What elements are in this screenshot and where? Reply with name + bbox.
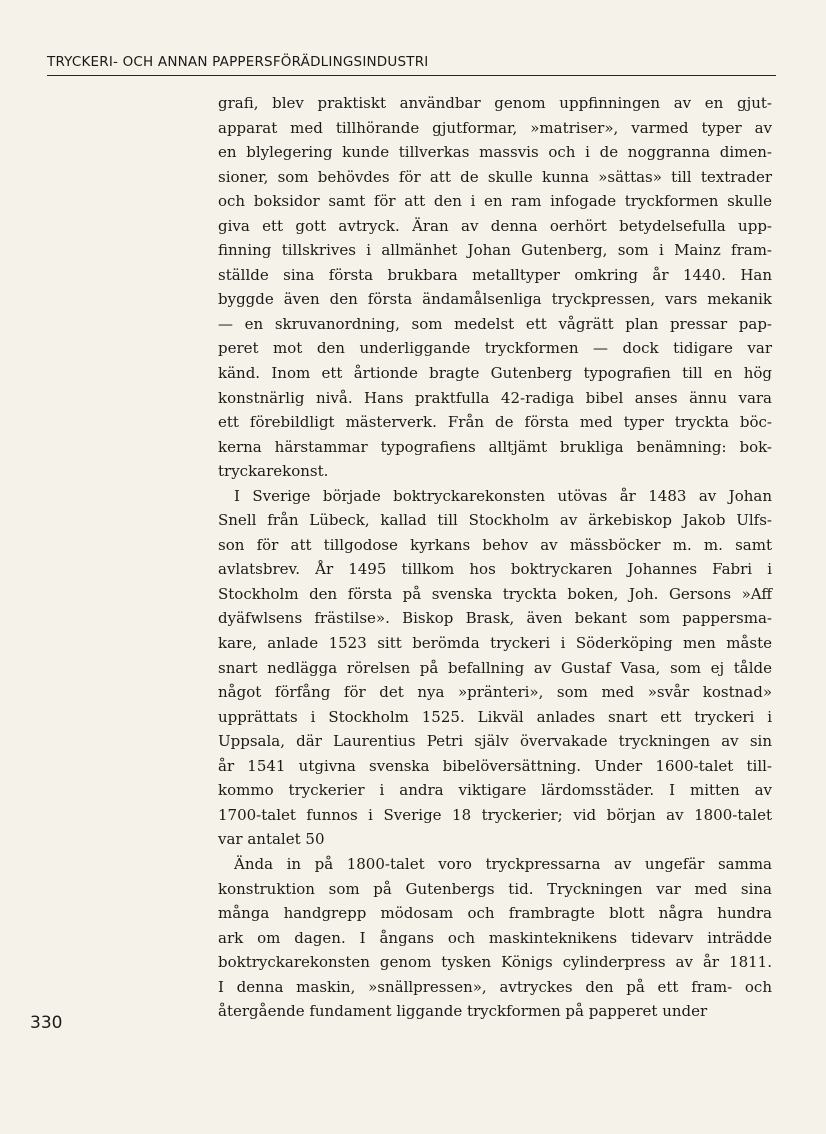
text-line: Snell från Lübeck, kallad till Stockholm av ärkebiskop Jakob Ulfs-: [218, 511, 772, 530]
text-line: kommo tryckerier i andra viktigare lärdomsstäder. I mitten av: [218, 781, 772, 800]
text-line: återgående fundament liggande tryckformen på papperet under: [218, 1002, 708, 1021]
text-line: 1700-talet funnos i Sverige 18 tryckerier; vid början av 1800-talet: [218, 805, 772, 824]
running-head: TRYCKERI- OCH ANNAN PAPPERSFÖRÄDLINGSINDUSTRI: [47, 54, 429, 70]
text-line: en blylegering kunde tillverkas massvis och i de noggranna dimen-: [218, 143, 772, 162]
text-line: ställde sina första brukbara metalltyper omkring år 1440. Han: [218, 265, 772, 284]
text-line: finning tillskrives i allmänhet Johan Gutenberg, som i Mainz fram-: [218, 241, 772, 260]
text-line: tryckarekonst.: [218, 462, 329, 481]
text-line: var antalet 50: [218, 830, 325, 849]
text-line: Ända in på 1800-talet voro tryckpressarna av ungefär samma: [234, 854, 772, 873]
text-line: I Sverige började boktryckarekonsten utövas år 1483 av Johan: [234, 486, 772, 505]
text-line: Uppsala, där Laurentius Petri själv övervakade tryckningen av sin: [218, 732, 772, 751]
text-line: sioner, som behövdes för att de skulle kunna »sättas» till textrader: [218, 167, 772, 186]
text-line: upprättats i Stockholm 1525. Likväl anlades snart ett tryckeri i: [218, 707, 772, 726]
page-number: 330: [30, 1013, 63, 1033]
text-line: ark om dagen. I ångans och maskinteknikens tidevarv inträdde: [218, 928, 772, 947]
text-line: många handgrepp mödosam och frambragte blott några hundra: [218, 904, 772, 923]
header-rule: [47, 75, 776, 76]
text-line: känd. Inom ett årtionde bragte Gutenberg typografien till en hög: [218, 364, 772, 383]
text-line: byggde även den första ändamålsenliga tryckpressen, vars mekanik: [218, 290, 772, 309]
text-line: dyäfwlsens frästilse». Biskop Brask, även bekant som pappersma-: [218, 609, 772, 628]
text-line: snart nedlägga rörelsen på befallning av Gustaf Vasa, som ej tålde: [218, 658, 772, 677]
text-line: kare, anlade 1523 sitt berömda tryckeri i Söderköping men måste: [218, 634, 772, 653]
text-line: ett förebildligt mästerverk. Från de första med typer tryckta böc-: [218, 413, 772, 432]
text-line: I denna maskin, »snällpressen», avtryckes den på ett fram- och: [218, 977, 772, 996]
text-line: grafi, blev praktiskt användbar genom uppfinningen av en gjut-: [218, 94, 772, 112]
text-line: kerna härstammar typografiens alltjämt brukliga benämning: bok-: [218, 437, 772, 456]
text-line: och boksidor samt för att den i en ram infogade tryckformen skulle: [218, 192, 772, 211]
text-line: — en skruvanordning, som medelst ett vågrätt plan pressar pap-: [218, 314, 772, 333]
text-line: Stockholm den första på svenska tryckta boken, Joh. Gersons »Aff: [218, 584, 772, 603]
text-line: son för att tillgodose kyrkans behov av mässböcker m. m. samt: [218, 535, 772, 554]
text-line: konstruktion som på Gutenbergs tid. Tryckningen var med sina: [218, 879, 772, 898]
text-line: boktryckarekonsten genom tysken Königs cylinderpress av år 1811.: [218, 953, 772, 972]
body-text: [218, 91, 772, 1024]
text-line: giva ett gott avtryck. Äran av denna oerhört betydelsefulla upp-: [218, 216, 772, 235]
text-line: apparat med tillhörande gjutformar, »matriser», varmed typer av: [218, 118, 772, 137]
text-line: något förfång för det nya »pränteri», som med »svår kostnad»: [218, 683, 772, 702]
text-line: konstnärlig nivå. Hans praktfulla 42-radiga bibel anses ännu vara: [218, 388, 772, 407]
text-line: avlatsbrev. År 1495 tillkom hos boktryckaren Johannes Fabri i: [218, 560, 772, 579]
text-line: peret mot den underliggande tryckformen — dock tidigare var: [218, 339, 772, 358]
text-line: år 1541 utgivna svenska bibelöversättning. Under 1600-talet till-: [218, 756, 772, 775]
